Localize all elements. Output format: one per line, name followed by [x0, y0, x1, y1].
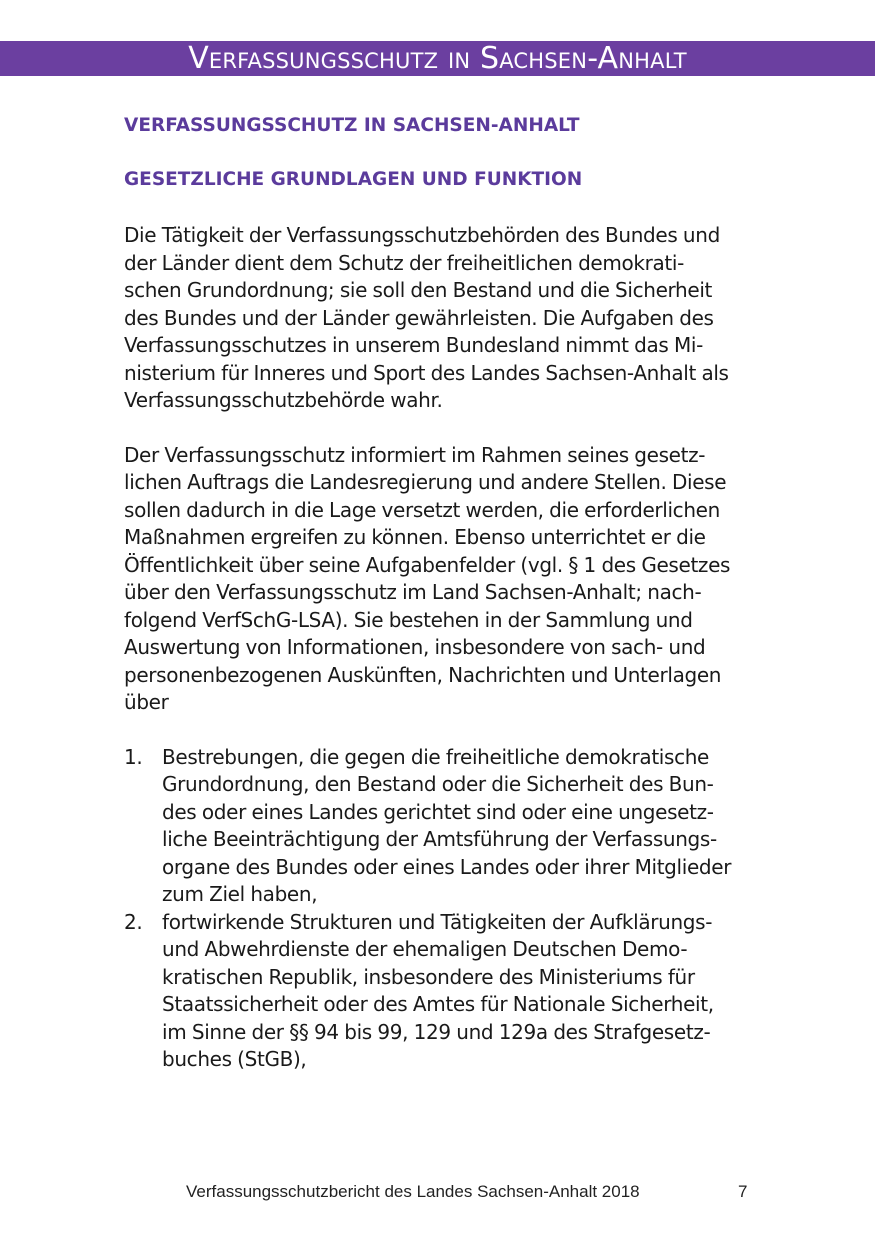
list-item-number: 1.	[124, 744, 143, 769]
text-line: fortwirkende Strukturen und Tätigkeiten der Aufklärungs-	[162, 909, 713, 934]
main-content	[124, 112, 764, 1074]
text-line: Verfassungsschutzes in unserem Bundesland nimmt das Mi-	[124, 333, 703, 357]
text-line: buches (StGB),	[162, 1047, 307, 1071]
text-line: Öffentlichkeit über seine Aufgabenfelder (vgl. § 1 des Gesetzes	[124, 552, 731, 577]
numbered-list	[124, 744, 764, 1074]
text-line: Maßnahmen ergreifen zu können. Ebenso unterrichtet er die	[124, 525, 706, 549]
text-line: organe des Bundes oder eines Landes oder ihrer Mitglieder	[162, 854, 732, 879]
text-line: zum Ziel haben,	[162, 882, 318, 906]
text-line: Die Tätigkeit der Verfassungsschutzbehörden des Bundes und	[124, 223, 720, 247]
text-line: nisterium für Inneres und Sport des Landes Sachsen-Anhalt als	[124, 360, 729, 385]
text-line: Auswertung von Informationen, insbesondere von sach- und	[124, 635, 706, 659]
text-line: des Bundes und der Länder gewährleisten. Die Aufgaben des	[124, 305, 714, 330]
text-line: Verfassungsschutzbehörde wahr.	[124, 388, 443, 412]
list-item-number: 2.	[124, 909, 143, 934]
text-line: lichen Auftrags die Landesregierung und andere Stellen. Diese	[124, 470, 727, 494]
text-line: Bestrebungen, die gegen die freiheitliche demokratische	[162, 744, 710, 769]
text-line: über den Verfassungsschutz im Land Sachsen-Anhalt; nach-	[124, 580, 702, 604]
text-line: liche Beeinträchtigung der Amtsführung der Verfassungs-	[162, 827, 717, 851]
text-line: kratischen Republik, insbesondere des Ministeriums für	[162, 964, 695, 989]
section-heading: VERFASSUNGSSCHUTZ IN SACHSEN-ANHALT	[124, 115, 580, 136]
text-line: schen Grundordnung; sie soll den Bestand und die Sicherheit	[124, 278, 713, 302]
text-line: folgend VerfSchG-LSA). Sie bestehen in der Sammlung und	[124, 607, 693, 632]
text-line: personenbezogenen Auskünften, Nachrichten und Unterlagen	[124, 662, 722, 687]
text-line: Der Verfassungsschutz informiert im Rahmen seines gesetz-	[124, 442, 706, 467]
list-item	[124, 909, 764, 1074]
page-header-title: Verfassungsschutz in Sachsen-Anhalt	[188, 41, 687, 76]
text-line: im Sinne der §§ 94 bis 99, 129 und 129a des Strafgesetz-	[162, 1019, 711, 1044]
paragraph-1	[124, 222, 764, 415]
page-number: 7	[738, 1182, 748, 1201]
paragraph-2	[124, 442, 764, 717]
text-line: des oder eines Landes gerichtet sind oder eine ungesetz-	[162, 799, 714, 824]
text-line: der Länder dient dem Schutz der freiheitlichen demokrati-	[124, 250, 684, 275]
page-header-bar	[0, 41, 875, 76]
text-line: Staatssicherheit oder des Amtes für Nationale Sicherheit,	[162, 992, 714, 1016]
text-line: sollen dadurch in die Lage versetzt werden, die erforderlichen	[124, 497, 720, 522]
list-item	[124, 744, 764, 909]
page-footer: Verfassungsschutzbericht des Landes Sachsen-Anhalt 2018	[186, 1182, 640, 1201]
text-line: über	[124, 690, 169, 714]
text-line: Grundordnung, den Bestand oder die Sicherheit des Bun-	[162, 772, 714, 796]
text-line: und Abwehrdienste der ehemaligen Deutschen Demo-	[162, 937, 688, 961]
section-subheading: GESETZLICHE GRUNDLAGEN UND FUNKTION	[124, 169, 583, 190]
